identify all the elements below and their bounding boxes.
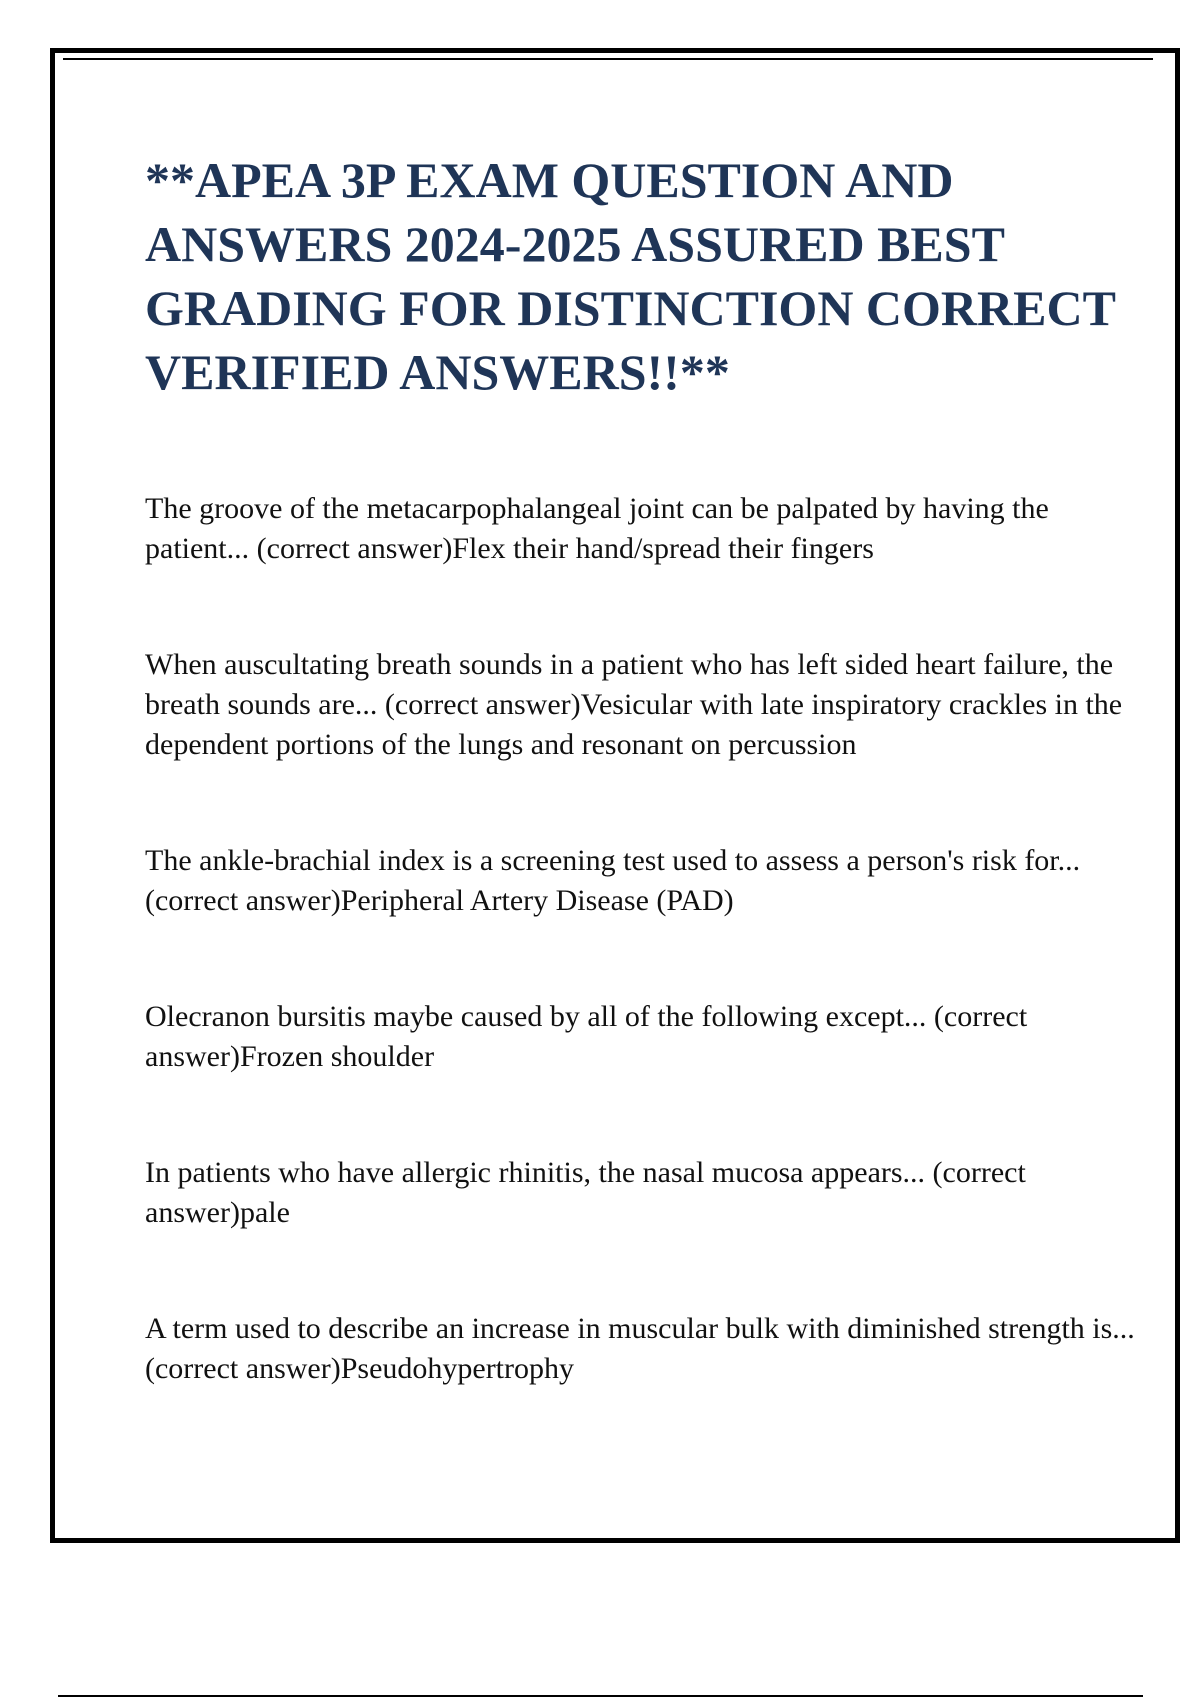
page-frame [50, 48, 1180, 1543]
qa-item-3: The ankle-brachial index is a screening test used to assess a person's risk for... (correct answer)Peripheral Artery Disease (PAD) [145, 844, 1081, 917]
document-content [145, 148, 1135, 1465]
qa-item-4: Olecranon bursitis maybe caused by all of the following except... (correct answer)Frozen shoulder [145, 1000, 1028, 1073]
document-title: **APEA 3P EXAM QUESTION AND ANSWERS 2024-2025 ASSURED BEST GRADING FOR DISTINCTION CORRECT VERIFIED ANSWERS!!** [145, 152, 1116, 400]
qa-item-1: The groove of the metacarpophalangeal joint can be palpated by having the patient... (correct answer)Flex their hand/spread their fingers [145, 492, 1049, 565]
qa-item-5: In patients who have allergic rhinitis, the nasal mucosa appears... (correct answer)pale [145, 1156, 1026, 1229]
qa-item-6: A term used to describe an increase in muscular bulk with diminished strength is... (correct answer)Pseudohypertrophy [145, 1312, 1135, 1385]
top-rule [63, 58, 1153, 60]
qa-item-2: When auscultating breath sounds in a patient who has left sided heart failure, the breath sounds are... (correct answer)Vesicular with late inspiratory crackles in the dependent portions of the lungs and resonant on percussion [145, 648, 1123, 761]
bottom-rule [58, 1695, 1143, 1697]
qa-list [145, 489, 1135, 1389]
